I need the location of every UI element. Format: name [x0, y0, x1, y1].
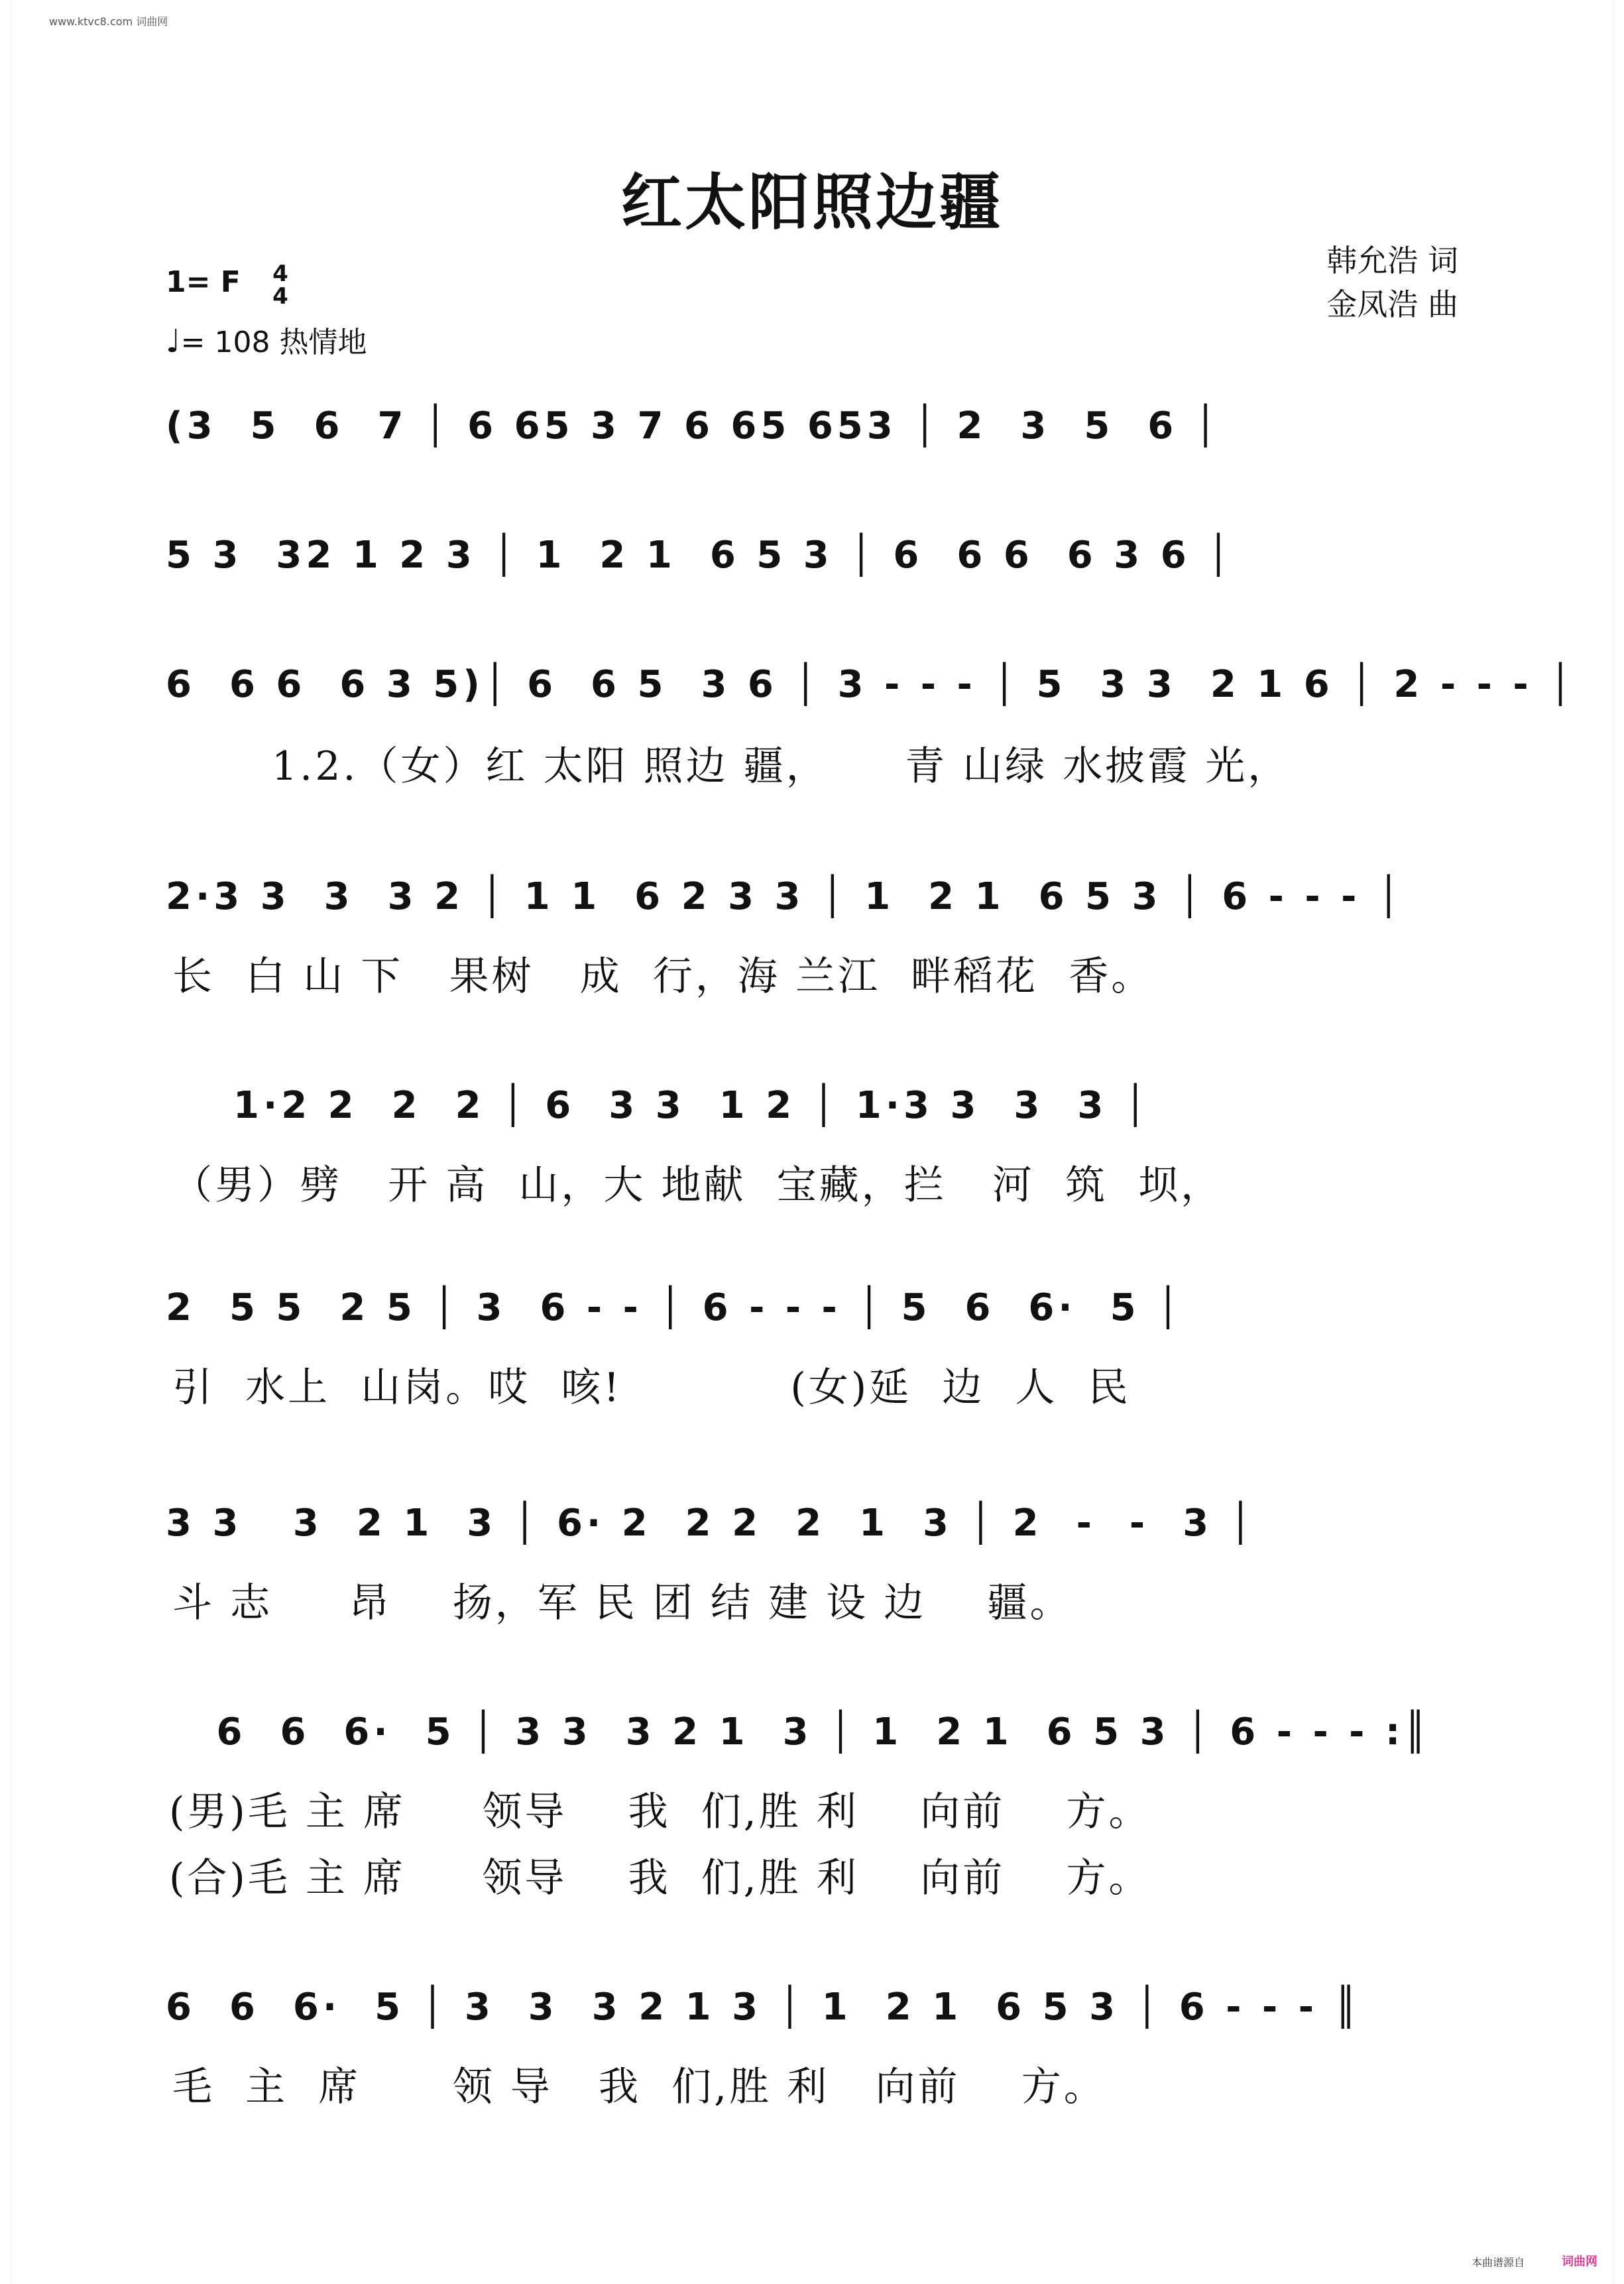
lyricist-credit: 韩允浩 词 — [1326, 243, 1458, 278]
score-line-1 — [166, 404, 1462, 451]
notes-line-7: 3 3 3 2 1 3 │ 6· 2 2 2 2 1 3 │ 2 - - 3 │ — [166, 1502, 1256, 1545]
notes-line-4: 2·3 3 3 3 2 │ 1 1 6 2 3 3 │ 1 2 1 6 5 3 │ 6 - - - │ — [166, 875, 1404, 918]
composer-credit: 金凤浩 曲 — [1326, 286, 1458, 322]
notes-line-2: 5 3 32 1 2 3 │ 1 2 1 6 5 3 │ 6 6 6 6 3 6 │ — [166, 534, 1234, 577]
notes-line-5: 1·2 2 2 2 │ 6 3 3 1 2 │ 1·3 3 3 3 │ — [166, 1084, 1151, 1127]
time-signature — [269, 263, 292, 308]
lyric-line-8-male: (男)毛 主 席 领导 我 们,胜 利 向前 方。 — [169, 1789, 1151, 1835]
time-signature-top: 4 — [272, 261, 288, 287]
score-line-3 — [166, 663, 1576, 709]
score-line-8 — [166, 1711, 1462, 1757]
right-border-strip — [1613, 0, 1624, 2284]
lyric-line-4: 长 白 山 下 果树 成 行，海 兰江 畔稻花 香。 — [172, 953, 1154, 1000]
song-title: 红太阳照边疆 — [620, 166, 1003, 238]
notes-line-6: 2 5 5 2 5 │ 3 6 - - │ 6 - - - │ 5 6 6· 5 │ — [166, 1286, 1183, 1329]
notes-line-9: 6 6 6· 5 │ 3 3 3 2 1 3 │ 1 2 1 6 5 3 │ 6 - - - ║ — [166, 1986, 1362, 2029]
key-signature: 1= F — [166, 265, 241, 299]
lyric-line-3: 1.2.（女）红 太阳 照边 疆， 青 山绿 水披霞 光， — [272, 743, 1291, 790]
score-line-4 — [166, 875, 1462, 922]
notes-line-1: (3 5 6 7 │ 6 65 3 7 6 65 653 │ 2 3 5 6 │ — [166, 404, 1221, 448]
score-line-7 — [166, 1502, 1462, 1548]
footer-source: 本曲谱源自 — [1471, 2256, 1525, 2269]
site-url: www.ktvc8.com 词曲网 — [49, 15, 168, 28]
score-line-2 — [166, 534, 1462, 580]
score-line-6 — [166, 1286, 1462, 1333]
lyric-line-6: 引 水上 山岗。哎 咳! (女)延 边 人 民 — [172, 1364, 1131, 1411]
quarter-note-icon: ♩ — [166, 323, 181, 360]
tempo-value: = 108 — [180, 326, 270, 359]
score-line-5 — [166, 1084, 1462, 1130]
lyric-line-8-chorus: (合)毛 主 席 领导 我 们,胜 利 向前 方。 — [169, 1855, 1151, 1901]
lyric-line-7: 斗 志 昂 扬，军 民 团 结 建 设 边 疆。 — [172, 1580, 1073, 1626]
score-line-9 — [166, 1986, 1462, 2032]
tempo-marking — [166, 318, 367, 361]
lyric-line-5: （男）劈 开 高 山，大 地献 宝藏，拦 河 筑 坝， — [172, 1162, 1224, 1209]
tempo-expression: 热情地 — [279, 326, 367, 359]
credits — [1326, 239, 1458, 326]
left-border-strip — [0, 0, 11, 2284]
notes-line-8: 6 6 6· 5 │ 3 3 3 2 1 3 │ 1 2 1 6 5 3 │ 6 - - - :║ — [166, 1711, 1431, 1754]
time-signature-bottom: 4 — [272, 283, 288, 310]
lyric-line-9: 毛 主 席 领 导 我 们,胜 利 向前 方。 — [172, 2064, 1106, 2110]
notes-line-3: 6 6 6 6 3 5)│ 6 6 5 3 6 │ 3 - - - │ 5 3 3 2 1 6 │ 2 - - - │ — [166, 663, 1576, 706]
footer-site: 词曲网 — [1562, 2255, 1597, 2269]
